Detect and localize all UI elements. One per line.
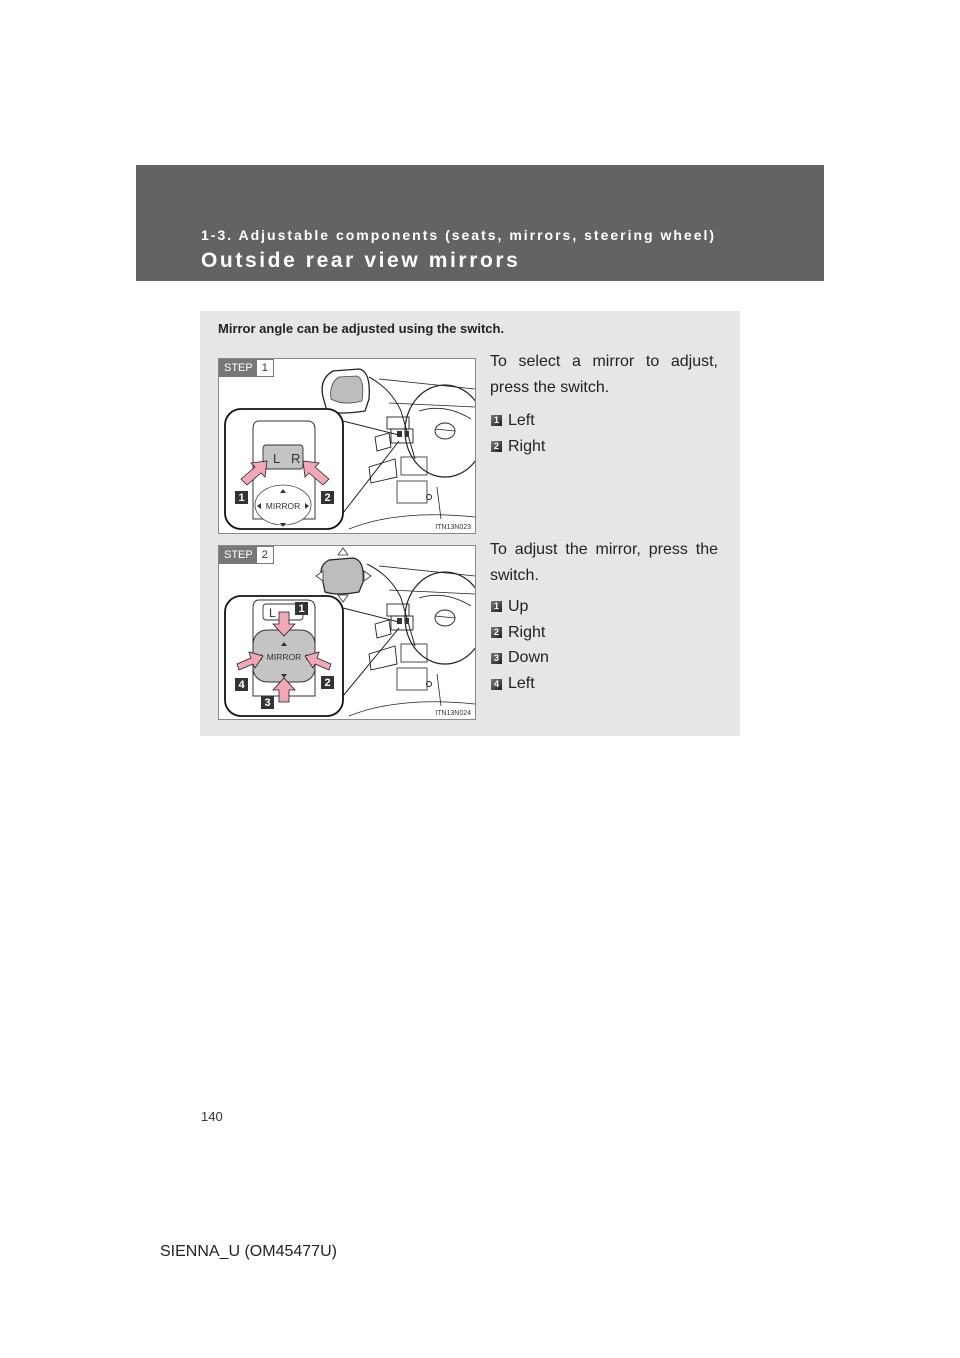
switch-L-label: L xyxy=(273,451,281,466)
number-4-icon: 4 xyxy=(491,679,502,690)
option-item xyxy=(491,620,549,646)
step1-options xyxy=(491,408,545,460)
step1-drawing xyxy=(219,359,475,533)
option-label: Left xyxy=(508,411,535,429)
option-item xyxy=(491,594,549,620)
callout-1: 1 xyxy=(238,492,245,504)
step2-illustration xyxy=(218,545,476,720)
step1-instruction: To select a mirror to adjust, press the switch. xyxy=(490,353,718,396)
option-item xyxy=(491,434,545,460)
option-label: Right xyxy=(508,437,546,455)
callout-1: 1 xyxy=(298,603,305,615)
figure-code: ITN13N023 xyxy=(435,524,471,531)
switch-L-label: L xyxy=(269,606,276,620)
footer-model-code: SIENNA_U (OM45477U) xyxy=(160,1243,337,1260)
option-item xyxy=(491,671,549,697)
step-badge-2 xyxy=(219,546,274,564)
page-title: Outside rear view mirrors xyxy=(201,249,521,272)
figure-code: ITN13N024 xyxy=(435,710,471,717)
intro-text: Mirror angle can be adjusted using the switch. xyxy=(218,321,505,336)
step-badge-number: 2 xyxy=(257,547,273,563)
mirror-label: MIRROR xyxy=(265,501,301,511)
callout-4: 4 xyxy=(238,679,245,691)
number-1-icon: 1 xyxy=(491,601,502,612)
number-2-icon: 2 xyxy=(491,627,502,638)
option-label: Up xyxy=(508,597,529,615)
page-number: 140 xyxy=(201,1109,223,1124)
step-badge-1 xyxy=(219,359,274,377)
step2-options xyxy=(491,594,549,697)
option-item xyxy=(491,408,545,434)
option-label: Right xyxy=(508,623,546,641)
mirror-label: MIRROR xyxy=(266,652,302,662)
option-item xyxy=(491,646,549,672)
step2-drawing xyxy=(219,546,475,719)
step-badge-label: STEP xyxy=(220,547,257,563)
step2-instruction: To adjust the mirror, press the switch. xyxy=(490,541,718,584)
switch-R-label: R xyxy=(291,451,301,466)
number-3-icon: 3 xyxy=(491,653,502,664)
callout-3: 3 xyxy=(264,697,271,709)
section-label: 1-3. Adjustable components (seats, mirrors, steering wheel) xyxy=(201,227,717,243)
number-2-icon: 2 xyxy=(491,441,502,452)
callout-2: 2 xyxy=(324,677,331,689)
option-label: Left xyxy=(508,675,535,693)
callout-2: 2 xyxy=(324,492,331,504)
number-1-icon: 1 xyxy=(491,415,502,426)
step-badge-label: STEP xyxy=(220,360,257,376)
option-label: Down xyxy=(508,649,549,667)
step1-illustration xyxy=(218,358,476,534)
step-badge-number: 1 xyxy=(257,360,273,376)
